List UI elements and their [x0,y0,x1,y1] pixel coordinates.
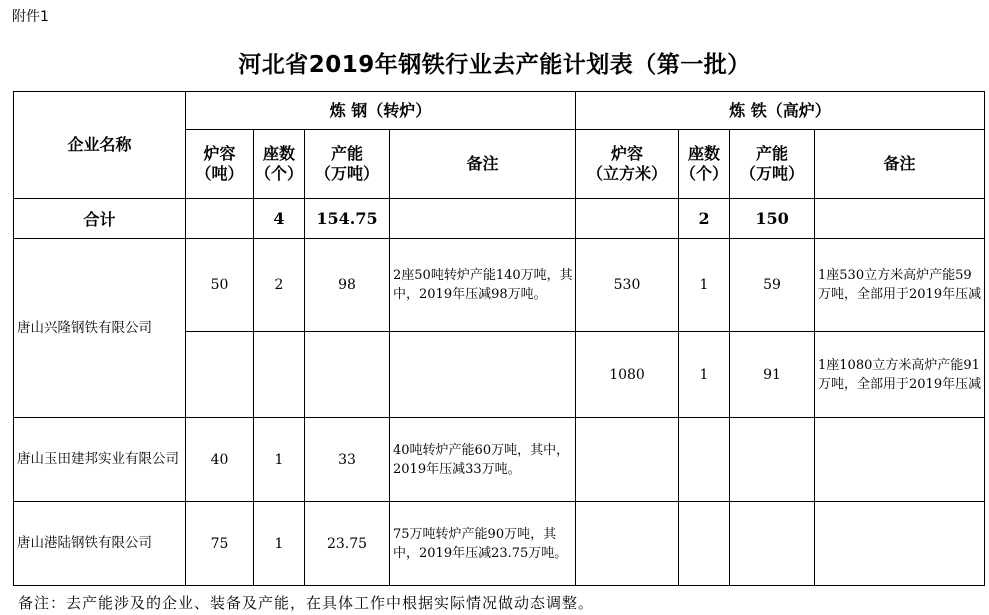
table-row [14,239,985,332]
iron-output-header [730,130,815,199]
iron-count-cell [679,418,730,502]
steel-capacity-cell: 75 [186,502,254,586]
iron-capacity-cell [576,418,679,502]
iron-capacity-header-line1: 炉容 [611,144,644,163]
iron-output-header-line2: （万吨） [740,164,805,183]
iron-output-cell [730,502,815,586]
steel-output-cell: 98 [305,239,390,332]
iron-note-cell [815,418,985,502]
total-iron-count: 2 [679,199,730,239]
company-header: 企业名称 [14,92,186,199]
iron-output-header-line1: 产能 [756,144,789,163]
steel-note-cell: 40吨转炉产能60万吨，其中，2019年压减33万吨。 [390,418,576,502]
iron-count-cell: 1 [679,239,730,332]
total-label: 合计 [14,199,186,239]
steel-count-cell [254,332,305,418]
iron-capacity-header [576,130,679,199]
iron-output-cell: 59 [730,239,815,332]
iron-capacity-cell: 1080 [576,332,679,418]
iron-note-cell: 1座530立方米高炉产能59万吨，全部用于2019年压减 [815,239,985,332]
table-row [14,418,985,502]
iron-note-header: 备注 [815,130,985,199]
steel-count-header-line1: 座数 [262,144,295,163]
steel-capacity-cell: 40 [186,418,254,502]
company-name: 唐山兴隆钢铁有限公司 [14,239,186,418]
steel-note-header: 备注 [390,130,576,199]
total-iron-output: 150 [730,199,815,239]
steel-capacity-cell: 50 [186,239,254,332]
steel-output-header-line2: （万吨） [314,164,379,183]
steel-note-cell [390,332,576,418]
attachment-label: 附件1 [12,9,49,25]
steel-group-header: 炼 钢（转炉） [186,92,576,130]
steel-output-cell [305,332,390,418]
steel-note-cell: 75万吨转炉产能90万吨，其中，2019年压减23.75万吨。 [390,502,576,586]
header-row-groups [14,92,985,130]
steel-count-cell: 2 [254,239,305,332]
steel-output-cell: 33 [305,418,390,502]
table-row [14,502,985,586]
total-steel-count: 4 [254,199,305,239]
steel-output-cell: 23.75 [305,502,390,586]
iron-note-cell: 1座1080立方米高炉产能91万吨，全部用于2019年压减 [815,332,985,418]
total-iron-capacity [576,199,679,239]
iron-capacity-header-line2: （立方米） [587,164,668,183]
iron-capacity-cell: 530 [576,239,679,332]
steel-count-header [254,130,305,199]
total-iron-note [815,199,985,239]
steel-capacity-header [186,130,254,199]
steel-count-cell: 1 [254,418,305,502]
steel-output-header-line1: 产能 [330,144,363,163]
iron-group-header: 炼 铁（高炉） [576,92,985,130]
page-title: 河北省2019年钢铁行业去产能计划表（第一批） [238,52,751,78]
steel-output-header [305,130,390,199]
steel-count-header-line2: （个） [254,164,303,183]
iron-capacity-cell [576,502,679,586]
iron-count-header [679,130,730,199]
total-steel-note [390,199,576,239]
steel-capacity-header-line1: 炉容 [203,144,236,163]
iron-output-cell [730,418,815,502]
iron-count-header-line1: 座数 [688,144,721,163]
steel-note-cell: 2座50吨转炉产能140万吨，其中，2019年压减98万吨。 [390,239,576,332]
iron-output-cell: 91 [730,332,815,418]
steel-capacity-header-line2: （吨） [195,164,244,183]
total-steel-output: 154.75 [305,199,390,239]
capacity-reduction-table [13,91,985,586]
steel-capacity-cell [186,332,254,418]
iron-note-cell [815,502,985,586]
iron-count-cell [679,502,730,586]
company-name: 唐山港陆钢铁有限公司 [14,502,186,586]
iron-count-cell: 1 [679,332,730,418]
iron-count-header-line2: （个） [680,164,729,183]
steel-count-cell: 1 [254,502,305,586]
footnote: 备注：去产能涉及的企业、装备及产能，在具体工作中根据实际情况做动态调整。 [18,594,595,612]
total-row [14,199,985,239]
total-steel-capacity [186,199,254,239]
company-name: 唐山玉田建邦实业有限公司 [14,418,186,502]
